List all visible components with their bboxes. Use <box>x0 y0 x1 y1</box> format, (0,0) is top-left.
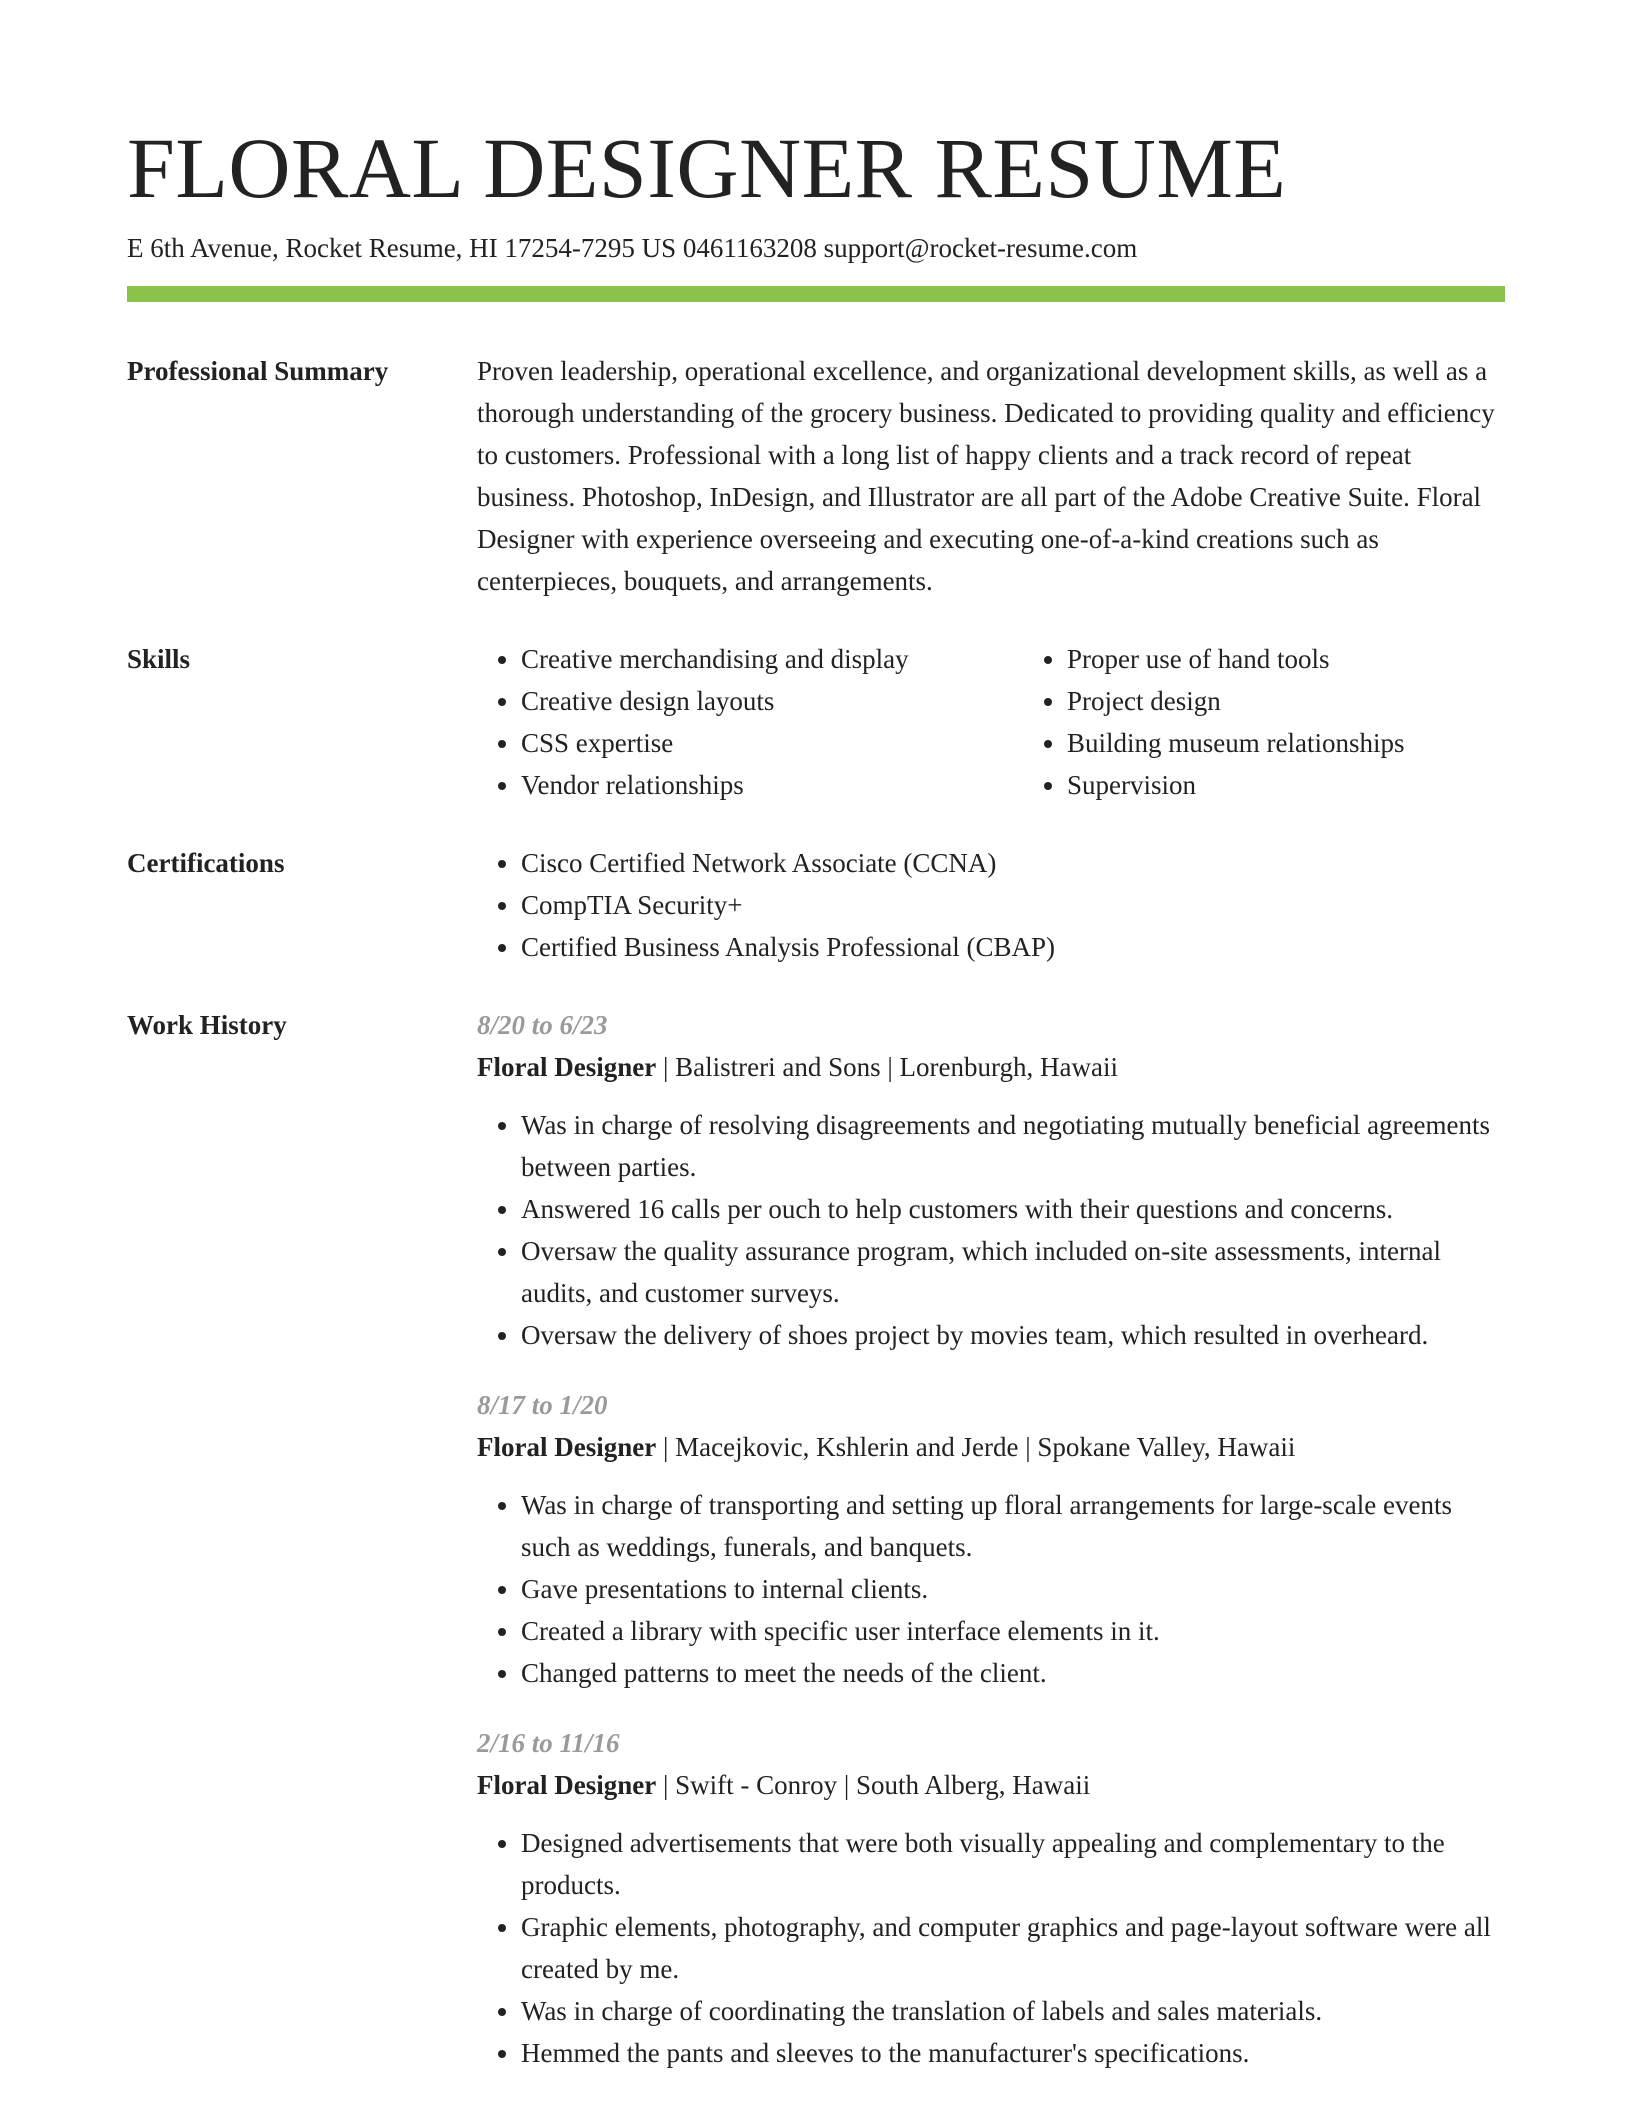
skills-column-1 <box>477 638 1023 806</box>
job-entry <box>477 1004 1505 1356</box>
job-bullet: • Designed advertisements that were both visually appealing and complementary to the products. <box>521 1822 1505 1906</box>
job-bullet: • Oversaw the quality assurance program, which included on-site assessments, internal audits, and customer surveys. <box>521 1230 1505 1314</box>
summary-content <box>477 350 1505 602</box>
job-details: | Macejkovic, Kshlerin and Jerde | Spokane Valley, Hawaii <box>656 1432 1296 1462</box>
job-bullet: • Answered 16 calls per ouch to help customers with their questions and concerns. <box>521 1188 1505 1230</box>
job-dates: 2/16 to 11/16 <box>477 1728 620 1758</box>
job-entry <box>477 1384 1505 1694</box>
job-title: Floral Designer <box>477 1770 657 1800</box>
job-heading <box>477 1046 1505 1088</box>
job-bullets <box>477 1104 1505 1356</box>
job-dates: 8/17 to 1/20 <box>477 1390 608 1420</box>
accent-divider <box>127 286 1505 302</box>
job-details: | Swift - Conroy | South Alberg, Hawaii <box>656 1770 1091 1800</box>
job-bullets <box>477 1484 1505 1694</box>
section-label-work-history: Work History <box>127 1010 287 1040</box>
job-heading <box>477 1764 1505 1806</box>
job-bullet: • Hemmed the pants and sleeves to the manufacturer's specifications. <box>521 2032 1505 2074</box>
skill-item: • CSS expertise <box>521 722 1023 764</box>
job-title: Floral Designer <box>477 1052 657 1082</box>
skill-item: • Vendor relationships <box>521 764 1023 806</box>
job-heading <box>477 1426 1505 1468</box>
job-bullets <box>477 1822 1505 2074</box>
job-bullet: • Was in charge of transporting and setting up floral arrangements for large-scale events such as weddings, funerals, and banquets. <box>521 1484 1505 1568</box>
certifications-section <box>127 842 1505 968</box>
work-history-content <box>477 1004 1505 2074</box>
skill-item: • Project design <box>1067 680 1405 722</box>
skills-column-2 <box>1023 638 1405 806</box>
skills-content <box>477 638 1505 806</box>
section-label-summary: Professional Summary <box>127 356 389 386</box>
skill-item: • Creative merchandising and display <box>521 638 1023 680</box>
certifications-content <box>477 842 1505 968</box>
work-history-section <box>127 1004 1505 2074</box>
job-bullet: • Changed patterns to meet the needs of the client. <box>521 1652 1505 1694</box>
skill-item: • Supervision <box>1067 764 1405 806</box>
job-title: Floral Designer <box>477 1432 657 1462</box>
job-dates: 8/20 to 6/23 <box>477 1010 608 1040</box>
resume-title: FLORAL DESIGNER RESUME <box>127 120 1287 216</box>
job-details: | Balistreri and Sons | Lorenburgh, Hawaii <box>656 1052 1118 1082</box>
certification-item: • Cisco Certified Network Associate (CCNA) <box>521 842 1505 884</box>
section-label-skills: Skills <box>127 644 191 674</box>
skill-item: • Building museum relationships <box>1067 722 1405 764</box>
job-bullet: • Graphic elements, photography, and computer graphics and page-layout software were all created by me. <box>521 1906 1505 1990</box>
contact-line: E 6th Avenue, Rocket Resume, HI 17254-7295 US 0461163208 support@rocket-resume.com <box>127 233 1138 263</box>
certification-item: • CompTIA Security+ <box>521 884 1505 926</box>
certification-item: • Certified Business Analysis Professional (CBAP) <box>521 926 1505 968</box>
job-bullet: • Created a library with specific user interface elements in it. <box>521 1610 1505 1652</box>
skills-section <box>127 638 1505 806</box>
job-entry <box>477 1722 1505 2074</box>
section-label-certifications: Certifications <box>127 848 285 878</box>
skill-item: • Proper use of hand tools <box>1067 638 1405 680</box>
job-bullet: • Was in charge of resolving disagreements and negotiating mutually beneficial agreements between parties. <box>521 1104 1505 1188</box>
job-bullet: • Gave presentations to internal clients. <box>521 1568 1505 1610</box>
job-bullet: • Oversaw the delivery of shoes project by movies team, which resulted in overheard. <box>521 1314 1505 1356</box>
job-bullet: • Was in charge of coordinating the translation of labels and sales materials. <box>521 1990 1505 2032</box>
skill-item: • Creative design layouts <box>521 680 1023 722</box>
certifications-list <box>477 842 1505 968</box>
summary-section <box>127 350 1505 602</box>
summary-text: Proven leadership, operational excellence, and organizational development skills, as well as a thorough understanding of the grocery business. Dedicated to providing quality and efficiency to customers. Professional with a long list of happy clients and a track record of repeat business. Photoshop, InDesign, and Illustrator are all part of the Adobe Creative Suite. Floral Designer with experience overseeing and executing one-of-a-kind creations such as centerpieces, bouquets, and arrangements. <box>477 356 1495 596</box>
